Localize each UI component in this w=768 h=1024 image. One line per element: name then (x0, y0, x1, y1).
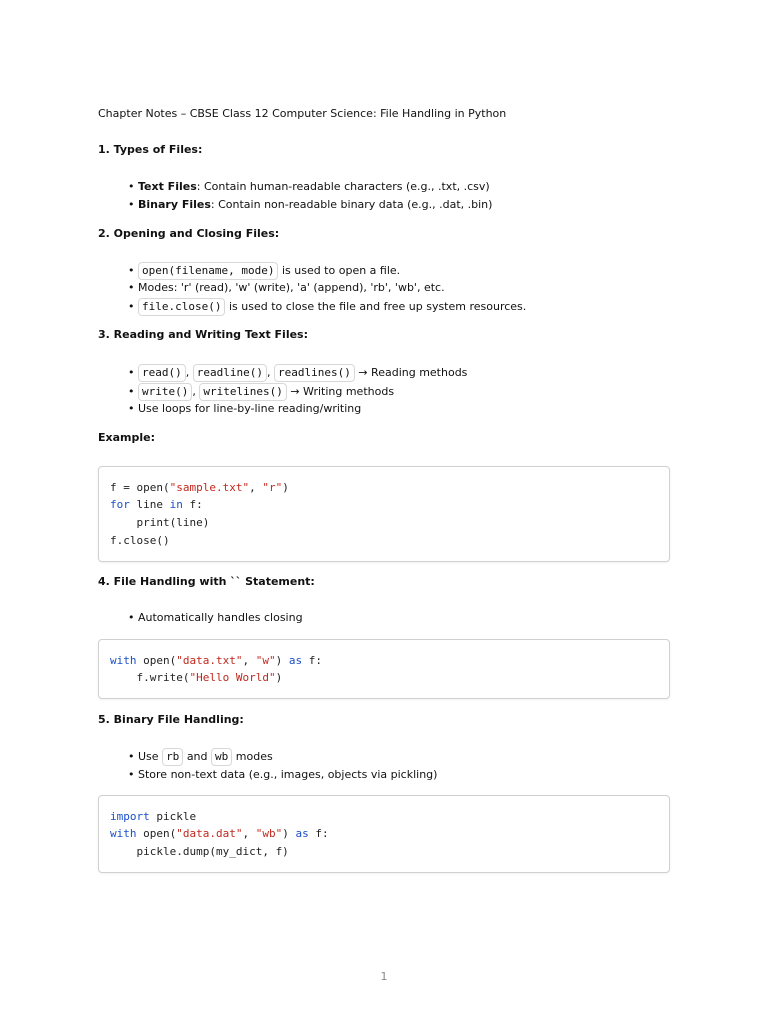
writing-methods-desc: → Writing methods (290, 385, 395, 398)
inline-code-close: file.close() (138, 298, 225, 316)
bullet-marker: • (128, 768, 135, 781)
inline-code-open: open(filename, mode) (138, 262, 278, 280)
bullet-marker: • (128, 402, 135, 415)
and-text: and (186, 750, 208, 763)
section-2-heading: 2. Opening and Closing Files: (98, 227, 280, 240)
bullet-modes (128, 280, 445, 296)
open-desc: is used to open a file. (281, 264, 401, 277)
close-desc: is used to close the file and free up system resources. (228, 300, 527, 313)
page-number: 1 (380, 970, 388, 983)
section-5-heading: 5. Binary File Handling: (98, 713, 244, 726)
example-heading: Example: (98, 431, 155, 444)
bullet-marker: • (128, 366, 135, 379)
bullet-marker: • (128, 750, 135, 763)
code-line: print(line) (110, 516, 210, 529)
bullet-non-text-data (128, 767, 437, 783)
comma: , (266, 366, 271, 379)
binary-files-desc: : Contain non-readable binary data (e.g., .dat, .bin) (210, 198, 493, 211)
code-block-pickle (98, 795, 670, 873)
bullet-marker: • (128, 264, 135, 277)
bullet-marker: • (128, 180, 135, 193)
bullet-binary-modes (128, 748, 273, 766)
bullet-close (128, 298, 526, 316)
text-files-desc: : Contain human-readable characters (e.g., .txt, .csv) (196, 180, 490, 193)
code-line: pickle.dump(my_dict, f) (110, 845, 289, 858)
bullet-text-files (128, 179, 490, 195)
code-line: f = open("sample.txt", "r") (110, 481, 289, 494)
modes-text: Modes: 'r' (read), 'w' (write), 'a' (append), 'rb', 'wb', etc. (138, 281, 445, 294)
modes-text: modes (235, 750, 273, 763)
bullet-marker: • (128, 198, 135, 211)
code-line: with open("data.dat", "wb") as f: (110, 827, 329, 840)
code-line: import pickle (110, 810, 197, 823)
section-4-heading: 4. File Handling with `` Statement: (98, 575, 315, 588)
term-binary-files: Binary Files (138, 198, 211, 211)
code-line: f.write("Hello World") (110, 671, 283, 684)
bullet-binary-files (128, 197, 492, 213)
bullet-marker: • (128, 611, 135, 624)
bullet-open (128, 262, 400, 280)
section-3-heading: 3. Reading and Writing Text Files: (98, 328, 308, 341)
use-text: Use (138, 750, 159, 763)
bullet-marker: • (128, 385, 135, 398)
bullet-loops (128, 401, 361, 417)
inline-code-read: read() (138, 364, 186, 382)
section-1-heading: 1. Types of Files: (98, 143, 203, 156)
bullet-marker: • (128, 281, 135, 294)
inline-code-readlines: readlines() (274, 364, 355, 382)
bullet-writing-methods (128, 383, 394, 401)
document-title: Chapter Notes – CBSE Class 12 Computer Science: File Handling in Python (98, 107, 507, 120)
inline-code-readline: readline() (193, 364, 267, 382)
code-line: with open("data.txt", "w") as f: (110, 654, 322, 667)
inline-code-rb: rb (162, 748, 183, 766)
inline-code-write: write() (138, 383, 192, 401)
code-line: for line in f: (110, 498, 203, 511)
code-line: f.close() (110, 534, 170, 547)
bullet-auto-closing (128, 610, 303, 626)
comma: , (192, 385, 196, 398)
comma: , (185, 366, 190, 379)
inline-code-wb: wb (211, 748, 232, 766)
non-text-data-text: Store non-text data (e.g., images, objects via pickling) (138, 768, 438, 781)
code-block-example (98, 466, 670, 562)
bullet-marker: • (128, 300, 135, 313)
bullet-reading-methods (128, 364, 467, 382)
loops-text: Use loops for line-by-line reading/writing (138, 402, 362, 415)
inline-code-writelines: writelines() (199, 383, 286, 401)
term-text-files: Text Files (138, 180, 197, 193)
auto-closing-text: Automatically handles closing (138, 611, 303, 624)
code-block-with (98, 639, 670, 699)
reading-methods-desc: → Reading methods (358, 366, 468, 379)
